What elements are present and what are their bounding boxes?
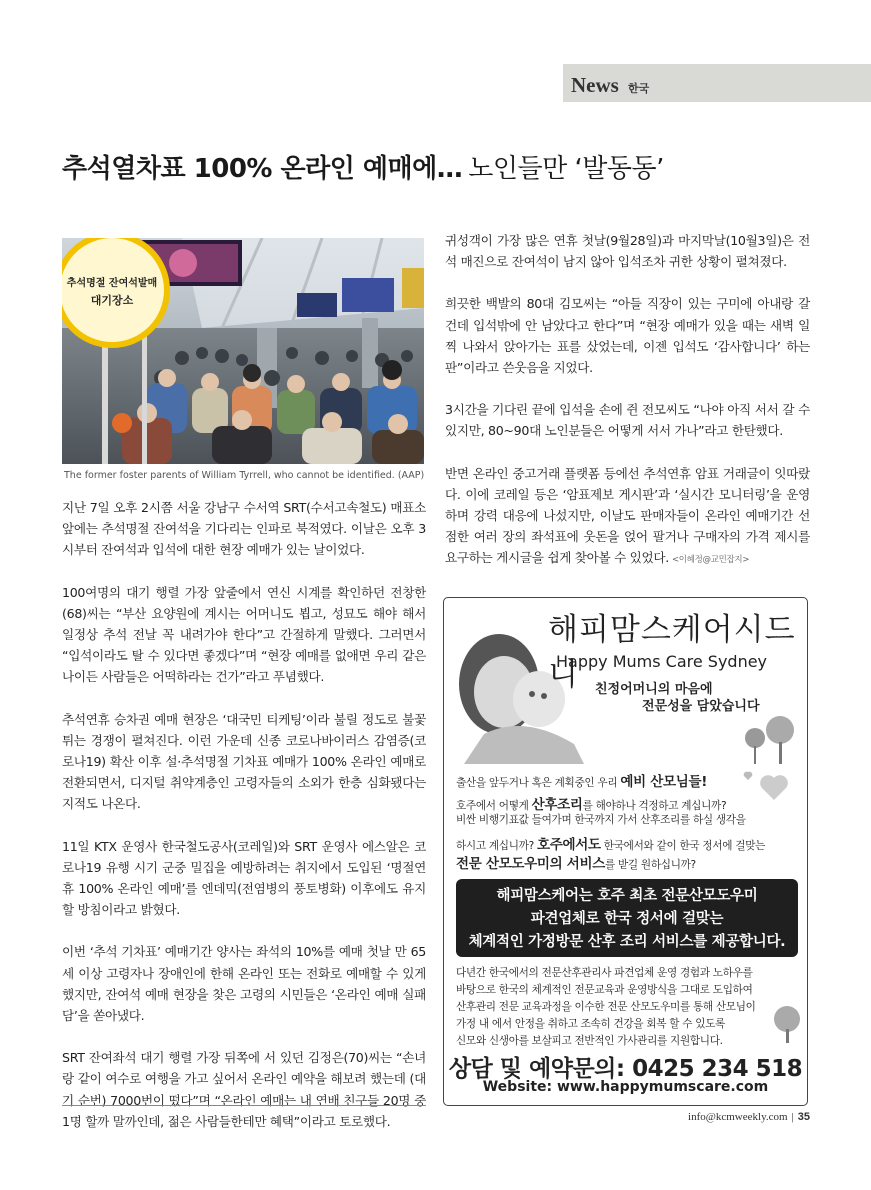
article-photo <box>62 238 424 464</box>
ad-line-3: 비싼 비행기표값 들여가며 한국까지 가서 산후조리를 하실 생각을 <box>456 814 746 826</box>
ad-tagline-1: 친정어머니의 마음에 <box>595 682 713 697</box>
paragraph: 추석연휴 승차권 예매 현장은 ‘대국민 티케팅’이라 불릴 정도로 불꽃 튀는 경쟁이 펼쳐진다. 이런 가운데 신종 코로나바이러스 감염증(코로나19) 확산 이후 설·추석명절 기차표 예매가 100% 온라인 예매로 전환되면서, 디지털 취약계층인 고령자들의 소외가 한층 심화됐다는 지적도 나온다. <box>62 711 426 812</box>
ad-highlight-box <box>456 879 798 957</box>
section-word: News <box>571 73 619 97</box>
photo-caption: The former foster parents of William Tyrrell, who cannot be identified. (AAP) <box>64 470 425 481</box>
sign-line-1: 추석명절 잔여석발매 <box>66 278 158 289</box>
ad-tagline-2: 전문성을 담았습니다 <box>642 699 760 714</box>
ad-title-english: Happy Mums Care Sydney <box>556 652 768 671</box>
paragraph-text: 반면 온라인 중고거래 플랫폼 등에선 추석연휴 암표 거래글이 잇따랐다. 이에 코레일 등은 ‘암표제보 게시판’과 ‘실시간 모니터링’을 운영하며 강력 대응에 나섰지만, 이날도 판매자들이 온라인 예매기간 선점한 여러 장의 좌석표에 웃돈을 얹어 팔거나 구매자의 가격 제시를 요구하는 게시글을 쉽게 찾아볼 수 있었다. <box>445 465 810 566</box>
section-tab <box>563 64 871 102</box>
ad-body-5: 신모와 신생아를 보살피고 전반적인 가사관리를 지원합니다. <box>456 1035 723 1047</box>
ad-phone: 상담 및 예약문의: 0425 234 518 <box>448 1056 803 1082</box>
ad-line-1: 출산을 앞두거나 혹은 계획중인 우리 예비 산모님들! <box>456 774 708 790</box>
ad-box-line-1: 해피맘스케어는 호주 최초 전문산모도우미 <box>496 888 758 904</box>
ad-line-5: 전문 산모도우미의 서비스를 받길 원하십니까? <box>456 856 696 872</box>
paragraph: 귀성객이 가장 많은 연휴 첫날(9월28일)과 마지막날(10월3일)은 전석 매진으로 잔여석이 남지 않아 입석조차 귀한 상황이 펼쳐졌다. <box>445 233 810 270</box>
station-crowd-photo <box>62 238 424 464</box>
ad-body-1: 다년간 한국에서의 전문산후관리사 파견업체 운영 경험과 노하우를 <box>456 967 753 979</box>
footer-email: info@kcmweekly.com <box>688 1111 788 1123</box>
ad-box-line-2: 파견업체로 한국 정서에 걸맞는 <box>530 911 724 927</box>
byline: <이혜정@교민잡지> <box>671 555 750 566</box>
headline-strong: 추석열차표 100% 온라인 예매에… <box>62 154 463 184</box>
paragraph: 지난 7일 오후 2시쯤 서울 강남구 수서역 SRT(수서고속철도) 매표소 앞에는 추석명절 잔여석을 기다리는 인파로 북적였다. 이날은 오후 3시부터 잔여석과 입석에 대한 현장 예매가 있는 날이었다. <box>62 500 426 558</box>
article-left-column <box>62 497 426 1132</box>
paragraph: 이번 ‘추석 기차표’ 예매기간 양사는 좌석의 10%를 예매 첫날 만 65세 이상 고령자나 장애인에 한해 온라인 또는 전화로 예매할 수 있게 했지만, 잔여석 예매 현장을 찾은 고령의 시민들은 ‘온라인 예매 실패담’을 쏟아냈다. <box>62 944 426 1024</box>
ad-body-4: 가정 내 에서 안정을 취하고 조속히 건강을 회복 할 수 있도록 <box>456 1018 726 1030</box>
heart-icon <box>734 766 794 806</box>
paragraph: 11일 KTX 운영사 한국철도공사(코레일)와 SRT 운영사 에스알은 코로나19 유행 시기 군중 밀집을 예방하려는 취지에서 도입된 ‘명절연휴 100% 온라인 예매’를 엔데믹(전염병의 풍토병화) 이후에도 유지할 방침이라고 밝혔다. <box>62 838 426 918</box>
ad-website: Website: www.happymumscare.com <box>482 1079 769 1095</box>
column-end-rule <box>62 1105 426 1106</box>
headline <box>62 148 822 185</box>
tree-icon <box>740 708 800 768</box>
tree-icon <box>769 1003 805 1043</box>
sign-line-2: 대기장소 <box>90 294 134 307</box>
ad-line-2: 호주에서 어떻게 산후조리를 해야하나 걱정하고 계십니까? <box>456 797 727 813</box>
section-sub: 한국 <box>628 82 650 95</box>
ad-title-korean: 해피맘스케어시드니 <box>548 612 796 693</box>
paragraph: 희끗한 백발의 80대 김모씨는 “아들 직장이 있는 구미에 아내랑 갈 건데 입석밖에 안 남았다고 한다”며 “현장 예매가 있을 때는 새벽 일찍 나와서 앉아가는 표를 샀었는데, 이젠 입석도 ‘감사합니다’ 하는 판”이라고 쓴웃음을 지었다. <box>445 296 810 376</box>
article-right-column <box>445 230 810 572</box>
ad-body-2: 바탕으로 한국의 체계적인 전문교육과 운영방식을 그대로 도입하여 <box>456 984 753 996</box>
paragraph: SRT 잔여좌석 대기 행렬 가장 뒤쪽에 서 있던 김정은(70)씨는 “손녀랑 같이 여수로 여행을 가고 싶어서 온라인 예약을 해보려 했는데 (대기 순번) 7000번이 떴다”며 “온라인 예매는 내 연배 친구들 20명 중 1명 할까 말까인데, 젊은 사람들한테만 혜택”이라고 토로했다. <box>62 1050 426 1129</box>
ad-body-3: 산후관리 전문 교육과정을 이수한 전문 산모도우미를 통해 산모님이 <box>456 1001 756 1013</box>
ad-line-4: 하시고 계십니까? 호주에서도 한국에서와 같이 한국 정서에 걸맞는 <box>456 837 766 853</box>
page-number: 35 <box>797 1111 810 1123</box>
paragraph: 3시간을 기다린 끝에 입석을 손에 쥔 전모씨도 “나야 아직 서서 갈 수 있지만, 80~90대 노인분들은 어떻게 서서 가나”라고 한탄했다. <box>445 402 810 439</box>
paragraph: 100여명의 대기 행렬 가장 앞줄에서 연신 시계를 확인하던 전창한(68)씨는 “부산 요양원에 계시는 어머니도 뵙고, 성묘도 해야 해서 일정상 추석 전날 꼭 내려가야 한다”고 간절하게 말했다. 그러면서 “입석이라도 탈 수 있다면 좋겠다”며 “현장 예매를 없애면 우리 같은 나이든 사람들은 어떡하라는 건가”라고 푸념했다. <box>62 584 426 685</box>
paragraph <box>445 463 810 572</box>
page-footer: info@kcmweekly.com | 35 <box>688 1111 810 1123</box>
ad-box-line-3: 체계적인 가정방문 산후 조리 서비스를 제공합니다. <box>468 934 786 950</box>
headline-light: 노인들만 ‘발동동’ <box>468 154 664 184</box>
advertisement <box>443 597 808 1106</box>
